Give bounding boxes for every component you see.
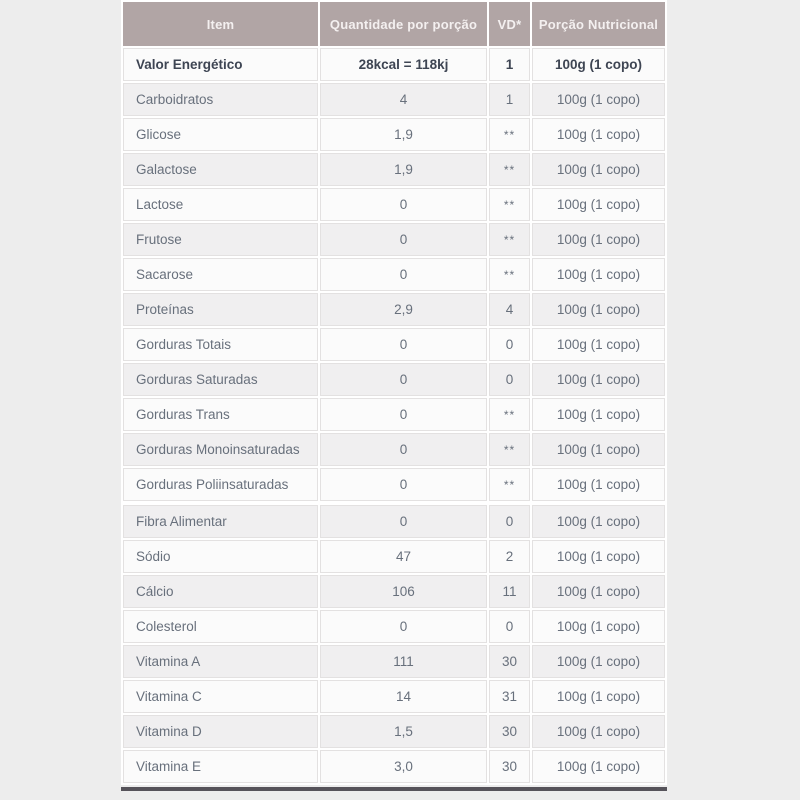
quantity-cell: 0	[320, 433, 487, 466]
vd-cell: 2	[489, 540, 530, 573]
vd-cell: **	[489, 433, 530, 466]
table-row	[123, 540, 665, 573]
portion-cell: 100g (1 copo)	[532, 433, 665, 466]
quantity-cell: 14	[320, 680, 487, 713]
vd-cell: 1	[489, 48, 530, 81]
vd-cell: **	[489, 398, 530, 431]
vd-cell: 0	[489, 505, 530, 538]
portion-cell: 100g (1 copo)	[532, 575, 665, 608]
portion-cell: 100g (1 copo)	[532, 188, 665, 221]
item-cell: Fibra Alimentar	[123, 505, 318, 538]
next-section-top-bar	[121, 787, 667, 791]
vd-cell: 1	[489, 83, 530, 116]
item-cell: Vitamina E	[123, 750, 318, 783]
vd-cell: **	[489, 188, 530, 221]
vd-cell: 30	[489, 715, 530, 748]
item-cell: Frutose	[123, 223, 318, 256]
nutrition-table-secondary	[121, 503, 667, 785]
quantity-cell: 47	[320, 540, 487, 573]
column-header-item: Item	[123, 2, 318, 46]
portion-cell: 100g (1 copo)	[532, 363, 665, 396]
portion-cell: 100g (1 copo)	[532, 610, 665, 643]
vd-cell: **	[489, 118, 530, 151]
portion-cell: 100g (1 copo)	[532, 293, 665, 326]
quantity-cell: 28kcal = 118kj	[320, 48, 487, 81]
table-row	[123, 433, 665, 466]
quantity-cell: 1,9	[320, 153, 487, 186]
portion-cell: 100g (1 copo)	[532, 328, 665, 361]
header-row	[123, 2, 665, 46]
vd-cell: 31	[489, 680, 530, 713]
quantity-cell: 111	[320, 645, 487, 678]
vd-cell: **	[489, 468, 530, 501]
quantity-cell: 0	[320, 505, 487, 538]
quantity-cell: 0	[320, 188, 487, 221]
nutrition-panel	[121, 0, 667, 791]
portion-cell: 100g (1 copo)	[532, 468, 665, 501]
vd-cell: **	[489, 153, 530, 186]
table-row	[123, 223, 665, 256]
column-header-portion: Porção Nutricional	[532, 2, 665, 46]
vd-cell: 0	[489, 363, 530, 396]
item-cell: Gorduras Totais	[123, 328, 318, 361]
item-cell: Gorduras Poliinsaturadas	[123, 468, 318, 501]
portion-cell: 100g (1 copo)	[532, 645, 665, 678]
vd-cell: **	[489, 223, 530, 256]
item-cell: Gorduras Monoinsaturadas	[123, 433, 318, 466]
portion-cell: 100g (1 copo)	[532, 48, 665, 81]
portion-cell: 100g (1 copo)	[532, 680, 665, 713]
portion-cell: 100g (1 copo)	[532, 398, 665, 431]
nutrition-table-main	[121, 0, 667, 503]
vd-cell: **	[489, 258, 530, 291]
item-cell: Carboidratos	[123, 83, 318, 116]
item-cell: Galactose	[123, 153, 318, 186]
portion-cell: 100g (1 copo)	[532, 505, 665, 538]
quantity-cell: 0	[320, 223, 487, 256]
quantity-cell: 0	[320, 468, 487, 501]
table-row	[123, 505, 665, 538]
item-cell: Colesterol	[123, 610, 318, 643]
column-header-vd: VD*	[489, 2, 530, 46]
item-cell: Gorduras Saturadas	[123, 363, 318, 396]
quantity-cell: 4	[320, 83, 487, 116]
table-row	[123, 258, 665, 291]
item-cell: Sacarose	[123, 258, 318, 291]
table-row	[123, 610, 665, 643]
item-cell: Glicose	[123, 118, 318, 151]
vd-cell: 30	[489, 645, 530, 678]
quantity-cell: 0	[320, 258, 487, 291]
portion-cell: 100g (1 copo)	[532, 83, 665, 116]
portion-cell: 100g (1 copo)	[532, 118, 665, 151]
table-row	[123, 715, 665, 748]
vd-cell: 0	[489, 610, 530, 643]
vd-cell: 30	[489, 750, 530, 783]
quantity-cell: 0	[320, 363, 487, 396]
table-row	[123, 363, 665, 396]
vd-cell: 4	[489, 293, 530, 326]
portion-cell: 100g (1 copo)	[532, 223, 665, 256]
quantity-cell: 106	[320, 575, 487, 608]
portion-cell: 100g (1 copo)	[532, 153, 665, 186]
quantity-cell: 2,9	[320, 293, 487, 326]
quantity-cell: 0	[320, 610, 487, 643]
table-row	[123, 188, 665, 221]
item-cell: Valor Energético	[123, 48, 318, 81]
quantity-cell: 3,0	[320, 750, 487, 783]
portion-cell: 100g (1 copo)	[532, 258, 665, 291]
table-row	[123, 750, 665, 783]
quantity-cell: 1,5	[320, 715, 487, 748]
item-cell: Gorduras Trans	[123, 398, 318, 431]
table-row	[123, 645, 665, 678]
table-row	[123, 468, 665, 501]
table-row	[123, 328, 665, 361]
item-cell: Vitamina A	[123, 645, 318, 678]
column-header-quantity: Quantidade por porção	[320, 2, 487, 46]
vd-cell: 11	[489, 575, 530, 608]
item-cell: Vitamina C	[123, 680, 318, 713]
item-cell: Cálcio	[123, 575, 318, 608]
item-cell: Lactose	[123, 188, 318, 221]
portion-cell: 100g (1 copo)	[532, 540, 665, 573]
portion-cell: 100g (1 copo)	[532, 715, 665, 748]
quantity-cell: 0	[320, 328, 487, 361]
quantity-cell: 0	[320, 398, 487, 431]
portion-cell: 100g (1 copo)	[532, 750, 665, 783]
table-row	[123, 153, 665, 186]
table-row	[123, 575, 665, 608]
table-row	[123, 118, 665, 151]
table-row	[123, 83, 665, 116]
table-row	[123, 48, 665, 81]
item-cell: Sódio	[123, 540, 318, 573]
item-cell: Proteínas	[123, 293, 318, 326]
table-row	[123, 293, 665, 326]
table-row	[123, 398, 665, 431]
quantity-cell: 1,9	[320, 118, 487, 151]
vd-cell: 0	[489, 328, 530, 361]
table-row	[123, 680, 665, 713]
item-cell: Vitamina D	[123, 715, 318, 748]
